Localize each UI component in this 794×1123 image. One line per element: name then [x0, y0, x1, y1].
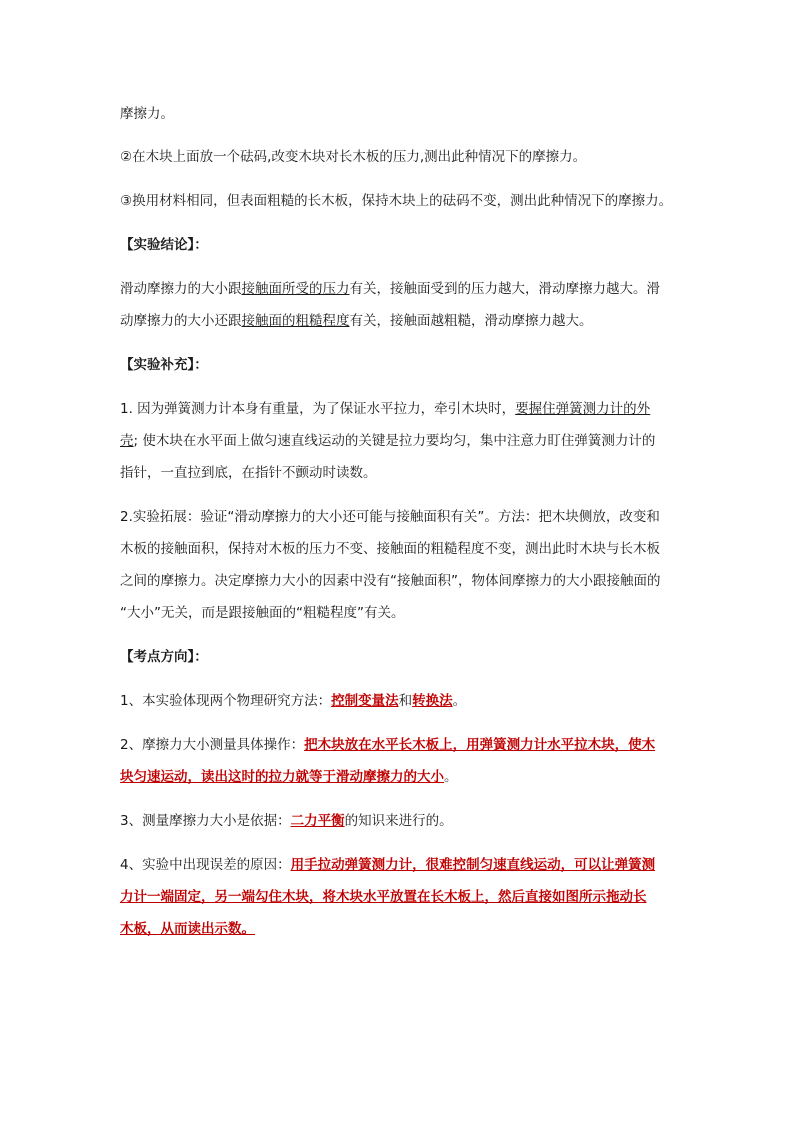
supplement-1-line-2 — [120, 433, 655, 449]
answer-highlight: 用手拉动弹簧测力计，很难控制匀速直线运动，可以让弹簧测 — [290, 857, 656, 873]
supplement-1-line-1 — [120, 401, 650, 417]
conclusion-text: 动摩擦力的大小还跟 — [120, 313, 242, 329]
direction-text: 的知识来进行的。 — [344, 813, 453, 829]
answer-highlight: 把木块放在水平长木板上，用弹簧测力计水平拉木块，使木 — [304, 737, 656, 753]
direction-4-line-2 — [120, 889, 647, 905]
conclusion-line-2 — [120, 313, 593, 329]
direction-2-line-1 — [120, 737, 655, 753]
direction-2-line-2 — [120, 769, 458, 785]
underlined-term: 接触面所受的压力 — [241, 281, 350, 297]
supplement-2-line-1: 2.实验拓展：验证“滑动摩擦力的大小还可能与接触面积有关”。方法：把木块侧放，改变和 — [120, 509, 660, 525]
heading-supplement: 【实验补充】： — [120, 357, 208, 373]
direction-text: 1、本实验体现两个物理研究方法： — [120, 693, 332, 709]
supplement-text: 1. 因为弹簧测力计本身有重量，为了保证水平拉力，牵引木块时， — [120, 401, 516, 417]
direction-1 — [120, 693, 466, 709]
paragraph-intro-end: 摩擦力。 — [120, 106, 174, 122]
direction-text: 和 — [398, 693, 413, 709]
answer-highlight: 二力平衡 — [290, 813, 345, 829]
underlined-term: 要握住弹簧测力计的外 — [515, 401, 651, 417]
direction-text: 4、实验中出现误差的原因： — [120, 857, 291, 873]
underlined-term: 接触面的粗糙程度 — [241, 313, 350, 329]
direction-text: 。 — [444, 769, 458, 785]
answer-highlight: 木板，从而读出示数。 — [120, 921, 255, 937]
direction-text: 2、摩擦力大小测量具体操作： — [120, 737, 305, 753]
answer-highlight: 块匀速运动，读出这时的拉力就等于滑动摩擦力的大小 — [120, 769, 444, 785]
supplement-2-line-2: 木板的接触面积，保持对木板的压力不变、接触面的粗糙程度不变，测出此时木块与长木板 — [120, 541, 660, 557]
answer-highlight: 转换法 — [412, 693, 453, 709]
direction-text: 3、测量摩擦力大小是依据： — [120, 813, 291, 829]
conclusion-text: 有关，接触面越粗糙，滑动摩擦力越大。 — [349, 313, 593, 329]
paragraph-step-3: ③换用材料相同，但表面粗糙的长木板，保持木块上的砝码不变，测出此种情况下的摩擦力。 — [120, 193, 673, 209]
supplement-1-line-3: 指针，一直拉到底，在指针不颤动时读数。 — [120, 465, 377, 481]
direction-4-line-3 — [120, 921, 255, 937]
answer-highlight: 力计一端固定，另一端勾住木块，将木块水平放置在长木板上，然后直接如图所示拖动长 — [120, 889, 647, 905]
direction-3 — [120, 813, 453, 829]
heading-exam-direction: 【考点方向】： — [120, 649, 208, 665]
underlined-term: 壳 — [120, 433, 134, 449]
direction-text: 。 — [452, 693, 467, 709]
conclusion-line-1 — [120, 281, 660, 297]
supplement-text: ; 使木块在水平面上做匀速直线运动的关键是拉力要均匀，集中注意力盯住弹簧测力计的 — [133, 433, 656, 449]
conclusion-text: 有关，接触面受到的压力越大，滑动摩擦力越大。滑 — [349, 281, 660, 297]
direction-4-line-1 — [120, 857, 655, 873]
supplement-2-line-3: 之间的摩擦力。决定摩擦力大小的因素中没有“接触面积”，物体间摩擦力的大小跟接触面的 — [120, 573, 661, 589]
supplement-2-line-4: “大小”无关，而是跟接触面的“粗糙程度”有关。 — [120, 605, 405, 621]
answer-highlight: 控制变量法 — [331, 693, 399, 709]
paragraph-step-2: ②在木块上面放一个砝码,改变木块对长木板的压力,测出此种情况下的摩擦力。 — [120, 149, 587, 165]
conclusion-text: 滑动摩擦力的大小跟 — [120, 281, 242, 297]
heading-conclusion: 【实验结论】： — [120, 237, 208, 253]
